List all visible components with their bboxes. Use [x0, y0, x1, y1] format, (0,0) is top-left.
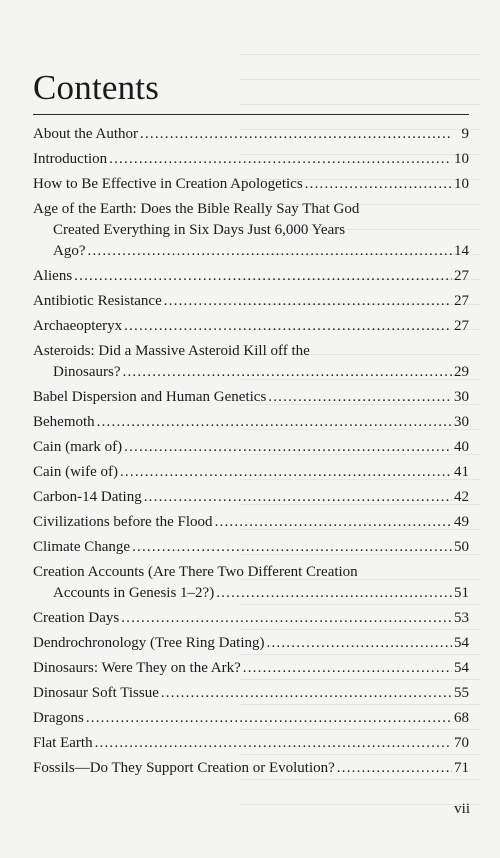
toc-page-number: 30	[454, 389, 469, 405]
toc-entry	[33, 708, 469, 733]
toc-entry-line	[33, 462, 469, 483]
toc-entry-line	[33, 437, 469, 458]
toc-entry-title: Creation Days	[33, 610, 120, 626]
toc-page-number: 42	[454, 489, 469, 505]
toc-entry-line	[33, 608, 469, 629]
toc-entry	[33, 174, 469, 199]
toc-entry-line	[33, 683, 469, 704]
dot-leader	[140, 124, 453, 145]
toc-entry-title: Dinosaur Soft Tissue	[33, 685, 159, 701]
toc-entry-line	[33, 341, 469, 362]
toc-entry-title: Fossils—Do They Support Creation or Evolution?	[33, 760, 335, 776]
toc-entry-line	[33, 387, 469, 408]
dot-leader	[124, 316, 452, 337]
toc-entry-title: Archaeopteryx	[33, 318, 123, 334]
toc-entry	[33, 462, 469, 487]
toc-entry-title: Flat Earth	[33, 735, 93, 751]
toc-entry-title: Accounts in Genesis 1–2?)	[53, 585, 215, 601]
toc-entry-title: Introduction	[33, 151, 108, 167]
toc-page-number: 27	[454, 293, 469, 309]
dot-leader	[337, 758, 452, 779]
toc-entry-title: Ago?	[53, 243, 86, 259]
toc-page-number: 30	[454, 414, 469, 430]
toc-page-number: 71	[454, 760, 469, 776]
toc-page-number: 10	[454, 176, 469, 192]
toc-entry	[33, 633, 469, 658]
toc-entry	[33, 316, 469, 341]
table-of-contents	[33, 124, 469, 783]
toc-entry-title: Dendrochronology (Tree Ring Dating)	[33, 635, 265, 651]
toc-entry-line	[33, 658, 469, 679]
toc-page-number: 54	[454, 635, 469, 651]
toc-entry	[33, 387, 469, 412]
toc-entry-title: Civilizations before the Flood	[33, 514, 213, 530]
dot-leader	[109, 149, 452, 170]
toc-page-number: 50	[454, 539, 469, 555]
dot-leader	[123, 362, 453, 383]
dot-leader	[268, 387, 452, 408]
toc-entry-continuation	[33, 220, 469, 241]
toc-entry-title: How to Be Effective in Creation Apologetics	[33, 176, 303, 192]
toc-page-number: 70	[454, 735, 469, 751]
dot-leader	[267, 633, 453, 654]
toc-page-number: 40	[454, 439, 469, 455]
dot-leader	[215, 512, 452, 533]
toc-page-number: 54	[454, 660, 469, 676]
dot-leader	[74, 266, 452, 287]
toc-page-number: 55	[454, 685, 469, 701]
dot-leader	[243, 658, 452, 679]
toc-entry	[33, 758, 469, 783]
toc-page-number: 51	[454, 585, 469, 601]
toc-entry	[33, 487, 469, 512]
toc-page-number: 27	[454, 318, 469, 334]
toc-page-number: 53	[454, 610, 469, 626]
toc-entry-line	[33, 562, 469, 583]
toc-page-number: 29	[454, 364, 469, 380]
toc-page-number: 27	[454, 268, 469, 284]
toc-entry-continuation	[33, 241, 469, 262]
toc-page-number: 41	[454, 464, 469, 480]
toc-entry-line	[33, 733, 469, 754]
toc-entry	[33, 412, 469, 437]
dot-leader	[88, 241, 453, 262]
dot-leader	[161, 683, 452, 704]
toc-entry-line	[33, 266, 469, 287]
toc-page-number: 10	[454, 151, 469, 167]
toc-entry-title: Age of the Earth: Does the Bible Really Say That God	[33, 201, 360, 217]
toc-entry-line	[33, 149, 469, 170]
dot-leader	[97, 412, 452, 433]
toc-entry-continuation	[33, 362, 469, 383]
toc-entry-title: Antibiotic Resistance	[33, 293, 162, 309]
dot-leader	[95, 733, 452, 754]
dot-leader	[132, 537, 452, 558]
toc-entry	[33, 199, 469, 266]
toc-page-number: 9	[461, 126, 469, 142]
dot-leader	[86, 708, 452, 729]
toc-entry	[33, 341, 469, 387]
dot-leader	[305, 174, 452, 195]
dot-leader	[121, 608, 452, 629]
toc-entry-title: Created Everything in Six Days Just 6,000 Years	[53, 222, 346, 238]
toc-entry-title: Babel Dispersion and Human Genetics	[33, 389, 267, 405]
toc-page-number: 68	[454, 710, 469, 726]
toc-entry	[33, 437, 469, 462]
toc-entry-line	[33, 708, 469, 729]
toc-entry-line	[33, 487, 469, 508]
toc-entry-title: Behemoth	[33, 414, 95, 430]
dot-leader	[120, 462, 452, 483]
toc-entry-title: Cain (mark of)	[33, 439, 123, 455]
toc-entry-line	[33, 316, 469, 337]
dot-leader	[144, 487, 452, 508]
toc-entry-line	[33, 124, 469, 145]
toc-entry-title: Dinosaurs?	[53, 364, 121, 380]
toc-entry-title: Dinosaurs: Were They on the Ark?	[33, 660, 241, 676]
dot-leader	[124, 437, 452, 458]
toc-entry-title: Cain (wife of)	[33, 464, 118, 480]
toc-entry	[33, 266, 469, 291]
toc-entry-title: Asteroids: Did a Massive Asteroid Kill off the	[33, 343, 310, 359]
toc-entry-title: About the Author	[33, 126, 138, 142]
toc-entry-line	[33, 537, 469, 558]
toc-entry-title: Creation Accounts (Are There Two Different Creation	[33, 564, 358, 580]
toc-entry	[33, 658, 469, 683]
toc-entry-title: Dragons	[33, 710, 84, 726]
toc-entry-line	[33, 174, 469, 195]
toc-entry	[33, 291, 469, 316]
toc-entry-title: Climate Change	[33, 539, 131, 555]
toc-entry	[33, 537, 469, 562]
dot-leader	[164, 291, 452, 312]
toc-page-number: 14	[454, 243, 469, 259]
toc-entry-line	[33, 199, 469, 220]
toc-entry-line	[33, 512, 469, 533]
toc-entry	[33, 608, 469, 633]
toc-entry-continuation	[33, 583, 469, 604]
title-rule	[33, 114, 469, 115]
toc-entry-line	[33, 633, 469, 654]
toc-entry-title: Carbon-14 Dating	[33, 489, 142, 505]
toc-entry	[33, 149, 469, 174]
toc-entry	[33, 733, 469, 758]
toc-entry-line	[33, 758, 469, 779]
toc-entry	[33, 683, 469, 708]
dot-leader	[216, 583, 452, 604]
page-number: vii	[454, 801, 470, 817]
toc-page-number: 49	[454, 514, 469, 530]
toc-entry	[33, 562, 469, 608]
toc-entry-line	[33, 291, 469, 312]
toc-entry	[33, 124, 469, 149]
toc-entry	[33, 512, 469, 537]
toc-entry-line	[33, 412, 469, 433]
page-title: Contents	[33, 68, 160, 107]
toc-entry-title: Aliens	[33, 268, 73, 284]
